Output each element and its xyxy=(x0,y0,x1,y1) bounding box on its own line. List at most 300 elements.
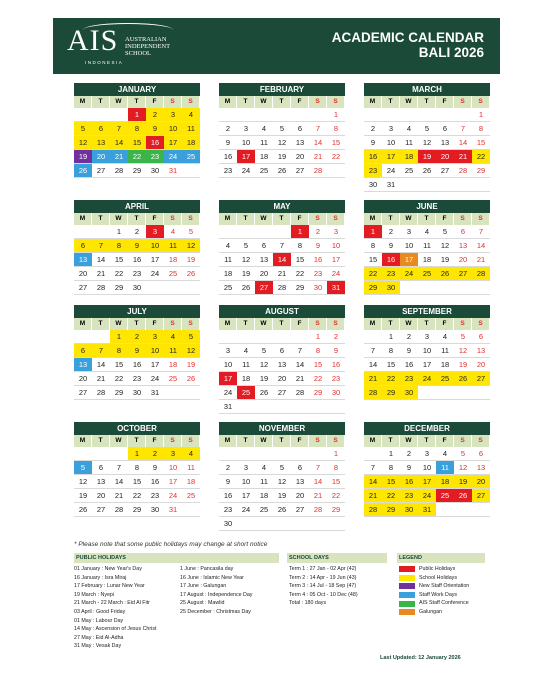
month-name: OCTOBER xyxy=(74,422,200,435)
empty-cell xyxy=(454,178,472,192)
day-cell: 6 xyxy=(291,461,309,475)
day-cell: 9 xyxy=(219,475,237,489)
day-cell: 15 xyxy=(382,475,400,489)
day-cell: 21 xyxy=(110,150,128,164)
empty-cell xyxy=(237,108,255,122)
weekday-label: T xyxy=(237,435,255,447)
day-cell: 6 xyxy=(92,461,110,475)
day-cell: 10 xyxy=(164,461,182,475)
list-item: 25 December : Christmas Day xyxy=(180,608,251,615)
day-cell: 1 xyxy=(382,447,400,461)
day-cell: 12 xyxy=(74,475,92,489)
day-cell: 17 xyxy=(400,253,418,267)
month-may xyxy=(219,200,345,295)
day-cell: 26 xyxy=(273,164,291,178)
month-name: MARCH xyxy=(364,83,490,96)
day-cell: 11 xyxy=(255,475,273,489)
weekday-label: W xyxy=(110,213,128,225)
empty-cell xyxy=(255,400,273,414)
day-cell: 19 xyxy=(273,150,291,164)
logo-sub-line: INDEPENDENT xyxy=(125,43,171,50)
legend-swatch xyxy=(399,566,415,572)
day-cell: 10 xyxy=(237,475,255,489)
weekday-label: T xyxy=(92,96,110,108)
day-cell: 6 xyxy=(255,239,273,253)
day-cell: 10 xyxy=(164,122,182,136)
day-cell: 19 xyxy=(454,475,472,489)
day-cell: 22 xyxy=(382,489,400,503)
day-cell: 12 xyxy=(418,136,436,150)
day-cell: 22 xyxy=(472,150,490,164)
day-cell: 21 xyxy=(364,489,382,503)
weekday-label: T xyxy=(418,96,436,108)
day-cell: 14 xyxy=(309,136,327,150)
day-cell: 18 xyxy=(418,253,436,267)
day-cell: 8 xyxy=(291,239,309,253)
empty-cell xyxy=(92,225,110,239)
month-june xyxy=(364,200,490,295)
list-item: 16 June : Islamic New Year xyxy=(180,574,244,581)
day-cell: 20 xyxy=(472,358,490,372)
day-cell: 23 xyxy=(309,267,327,281)
day-cell: 19 xyxy=(418,150,436,164)
title-line: ACADEMIC CALENDAR xyxy=(331,30,484,45)
day-cell: 1 xyxy=(382,330,400,344)
day-cell: 3 xyxy=(164,108,182,122)
day-cell: 26 xyxy=(454,489,472,503)
day-cell: 24 xyxy=(237,164,255,178)
list-item: 01 January : New Year's Day xyxy=(74,566,142,572)
empty-cell xyxy=(400,108,418,122)
day-cell: 7 xyxy=(364,461,382,475)
day-cell: 8 xyxy=(327,122,345,136)
day-cell: 10 xyxy=(219,358,237,372)
month-name: JUNE xyxy=(364,200,490,213)
weekday-label: M xyxy=(364,435,382,447)
day-cell: 2 xyxy=(219,122,237,136)
day-cell: 11 xyxy=(436,461,454,475)
day-cell: 31 xyxy=(164,164,182,178)
list-item: 16 January : Isra Miraj xyxy=(74,574,127,581)
weekday-label: T xyxy=(92,213,110,225)
day-cell: 27 xyxy=(92,164,110,178)
empty-cell xyxy=(255,447,273,461)
empty-cell xyxy=(255,108,273,122)
day-cell: 17 xyxy=(418,475,436,489)
month-name: JANUARY xyxy=(74,83,200,96)
day-cell: 20 xyxy=(472,475,490,489)
weekday-label: S xyxy=(327,213,345,225)
day-cell: 23 xyxy=(400,372,418,386)
day-cell: 2 xyxy=(382,225,400,239)
month-name: AUGUST xyxy=(219,305,345,318)
day-cell: 2 xyxy=(128,330,146,344)
day-cell: 5 xyxy=(237,239,255,253)
day-cell: 15 xyxy=(472,136,490,150)
legend-label: New Staff Orientation xyxy=(419,583,470,590)
day-cell: 2 xyxy=(400,447,418,461)
day-cell: 19 xyxy=(74,150,92,164)
day-cell: 21 xyxy=(110,489,128,503)
empty-cell xyxy=(146,281,164,295)
empty-cell xyxy=(182,281,200,295)
day-cell: 17 xyxy=(237,150,255,164)
day-cell: 27 xyxy=(273,386,291,400)
list-item: 01 May : Labour Day xyxy=(74,617,124,624)
day-cell: 26 xyxy=(182,267,200,281)
day-cell: 1 xyxy=(327,108,345,122)
list-item: 27 May : Eid Al-Adha xyxy=(74,634,124,641)
day-cell: 6 xyxy=(74,239,92,253)
day-cell: 15 xyxy=(382,358,400,372)
day-cell: 9 xyxy=(309,239,327,253)
legend-swatch xyxy=(399,592,415,598)
weekday-label: T xyxy=(273,213,291,225)
day-cell: 31 xyxy=(164,503,182,517)
empty-cell xyxy=(237,330,255,344)
day-cell: 7 xyxy=(309,122,327,136)
day-cell: 24 xyxy=(146,372,164,386)
day-cell: 9 xyxy=(128,344,146,358)
list-item: Term 4 : 05 Oct - 10 Dec (48) xyxy=(289,591,358,598)
list-item: 17 June : Galungan xyxy=(180,583,227,590)
weekday-label: M xyxy=(74,96,92,108)
day-cell: 15 xyxy=(110,358,128,372)
empty-cell xyxy=(219,447,237,461)
day-cell: 31 xyxy=(219,400,237,414)
weekday-label: S xyxy=(309,318,327,330)
weekday-label: F xyxy=(436,435,454,447)
day-cell: 4 xyxy=(255,122,273,136)
day-cell: 11 xyxy=(418,239,436,253)
weekday-label: S xyxy=(309,213,327,225)
month-march xyxy=(364,83,490,192)
empty-cell xyxy=(364,330,382,344)
month-name: MAY xyxy=(219,200,345,213)
day-cell: 7 xyxy=(92,239,110,253)
day-cell: 27 xyxy=(92,503,110,517)
day-cell: 16 xyxy=(219,489,237,503)
day-cell: 19 xyxy=(454,358,472,372)
legend-list xyxy=(399,565,469,617)
day-cell: 29 xyxy=(309,386,327,400)
weekday-label: T xyxy=(92,318,110,330)
weekday-label: W xyxy=(255,435,273,447)
day-cell: 31 xyxy=(146,386,164,400)
day-cell: 1 xyxy=(364,225,382,239)
logo-sub-line: SCHOOL xyxy=(125,50,152,57)
day-cell: 15 xyxy=(128,136,146,150)
weekday-label: T xyxy=(382,96,400,108)
day-cell: 16 xyxy=(309,253,327,267)
empty-cell xyxy=(74,330,92,344)
empty-cell xyxy=(219,225,237,239)
day-cell: 30 xyxy=(382,281,400,295)
day-cell: 23 xyxy=(327,372,345,386)
day-cell: 2 xyxy=(146,447,164,461)
empty-cell xyxy=(164,386,182,400)
day-cell: 21 xyxy=(92,267,110,281)
list-item: 1 June : Pancasila day xyxy=(180,566,234,572)
weekday-label: S xyxy=(472,318,490,330)
day-cell: 18 xyxy=(164,358,182,372)
weekday-label: S xyxy=(164,96,182,108)
day-cell: 23 xyxy=(382,267,400,281)
day-cell: 16 xyxy=(382,253,400,267)
empty-cell xyxy=(237,517,255,531)
day-cell: 17 xyxy=(327,253,345,267)
empty-cell xyxy=(291,108,309,122)
day-cell: 19 xyxy=(237,267,255,281)
public-holidays-list-2 xyxy=(180,565,252,617)
day-cell: 22 xyxy=(327,150,345,164)
day-cell: 13 xyxy=(472,461,490,475)
day-cell: 26 xyxy=(273,503,291,517)
empty-cell xyxy=(110,108,128,122)
day-cell: 4 xyxy=(436,447,454,461)
month-december xyxy=(364,422,490,517)
day-cell: 24 xyxy=(146,267,164,281)
day-cell: 29 xyxy=(382,503,400,517)
day-cell: 28 xyxy=(454,164,472,178)
day-cell: 18 xyxy=(255,150,273,164)
day-cell: 14 xyxy=(454,136,472,150)
empty-cell xyxy=(273,400,291,414)
weekday-label: F xyxy=(146,213,164,225)
day-cell: 30 xyxy=(128,386,146,400)
day-cell: 18 xyxy=(237,372,255,386)
day-cell: 17 xyxy=(146,358,164,372)
day-cell: 14 xyxy=(92,358,110,372)
weekday-label: S xyxy=(182,213,200,225)
legend-item xyxy=(399,599,469,608)
day-cell: 25 xyxy=(182,150,200,164)
day-cell: 18 xyxy=(436,358,454,372)
day-cell: 24 xyxy=(327,267,345,281)
day-cell: 25 xyxy=(255,164,273,178)
day-cell: 2 xyxy=(128,225,146,239)
day-cell: 23 xyxy=(146,489,164,503)
day-cell: 5 xyxy=(182,330,200,344)
page-title xyxy=(332,30,484,60)
empty-cell xyxy=(436,386,454,400)
empty-cell xyxy=(436,503,454,517)
empty-cell xyxy=(74,225,92,239)
legend-swatch xyxy=(399,575,415,581)
day-cell: 1 xyxy=(128,447,146,461)
day-cell: 21 xyxy=(309,150,327,164)
day-cell: 15 xyxy=(309,358,327,372)
weekday-label: S xyxy=(472,213,490,225)
day-cell: 8 xyxy=(382,461,400,475)
day-cell: 16 xyxy=(128,358,146,372)
weekday-label: S xyxy=(182,96,200,108)
list-item: 14 May : Ascension of Jesus Christ xyxy=(74,626,157,633)
empty-cell xyxy=(92,447,110,461)
weekday-label: S xyxy=(164,318,182,330)
day-cell: 11 xyxy=(255,136,273,150)
day-cell: 27 xyxy=(436,164,454,178)
day-cell: 27 xyxy=(74,281,92,295)
day-cell: 14 xyxy=(472,239,490,253)
empty-cell xyxy=(309,400,327,414)
day-cell: 8 xyxy=(382,344,400,358)
weekday-label: M xyxy=(364,96,382,108)
school-logo xyxy=(67,24,171,65)
weekday-label: F xyxy=(146,318,164,330)
empty-cell xyxy=(219,108,237,122)
day-cell: 6 xyxy=(291,122,309,136)
day-cell: 6 xyxy=(273,344,291,358)
day-cell: 14 xyxy=(110,136,128,150)
day-cell: 9 xyxy=(400,461,418,475)
weekday-label: T xyxy=(418,435,436,447)
logo-country: INDONESIA xyxy=(85,60,124,65)
calendar-header xyxy=(53,18,500,74)
empty-cell xyxy=(237,447,255,461)
empty-cell xyxy=(472,281,490,295)
weekday-label: M xyxy=(364,213,382,225)
weekday-label: S xyxy=(309,435,327,447)
day-cell: 4 xyxy=(164,330,182,344)
empty-cell xyxy=(92,108,110,122)
legend-swatch xyxy=(399,583,415,589)
day-cell: 18 xyxy=(219,267,237,281)
weekday-label: T xyxy=(237,213,255,225)
day-cell: 27 xyxy=(74,386,92,400)
month-november xyxy=(219,422,345,531)
day-cell: 5 xyxy=(273,122,291,136)
weekday-label: W xyxy=(255,213,273,225)
day-cell: 25 xyxy=(164,267,182,281)
legend-label: School Holidays xyxy=(419,574,457,581)
empty-cell xyxy=(436,281,454,295)
day-cell: 14 xyxy=(291,358,309,372)
empty-cell xyxy=(418,108,436,122)
weekday-label: T xyxy=(237,96,255,108)
empty-cell xyxy=(255,517,273,531)
weekday-label: S xyxy=(182,318,200,330)
public-holidays-list xyxy=(74,565,156,651)
day-cell: 8 xyxy=(110,239,128,253)
day-cell: 27 xyxy=(255,281,273,295)
day-cell: 28 xyxy=(364,503,382,517)
month-september xyxy=(364,305,490,400)
day-cell: 22 xyxy=(309,372,327,386)
day-cell: 25 xyxy=(219,281,237,295)
day-cell: 16 xyxy=(364,150,382,164)
day-cell: 20 xyxy=(74,267,92,281)
day-cell: 25 xyxy=(418,267,436,281)
day-cell: 7 xyxy=(364,344,382,358)
day-cell: 9 xyxy=(146,461,164,475)
day-cell: 18 xyxy=(182,136,200,150)
weekday-label: T xyxy=(382,213,400,225)
empty-cell xyxy=(418,386,436,400)
month-name: FEBRUARY xyxy=(219,83,345,96)
weekday-label: T xyxy=(273,318,291,330)
day-cell: 10 xyxy=(418,461,436,475)
weekday-label: M xyxy=(74,213,92,225)
empty-cell xyxy=(327,164,345,178)
day-cell: 1 xyxy=(291,225,309,239)
day-cell: 12 xyxy=(255,358,273,372)
legend-item xyxy=(399,591,469,600)
weekday-label: S xyxy=(472,435,490,447)
list-item: 17 August : Independence Day xyxy=(180,591,253,598)
legend-label: Public Holidays xyxy=(419,566,456,572)
day-cell: 8 xyxy=(128,461,146,475)
day-cell: 18 xyxy=(400,150,418,164)
day-cell: 15 xyxy=(110,253,128,267)
day-cell: 23 xyxy=(400,489,418,503)
month-april xyxy=(74,200,200,295)
day-cell: 19 xyxy=(273,489,291,503)
day-cell: 7 xyxy=(291,344,309,358)
day-cell: 28 xyxy=(110,164,128,178)
day-cell: 30 xyxy=(364,178,382,192)
day-cell: 20 xyxy=(74,372,92,386)
day-cell: 18 xyxy=(182,475,200,489)
day-cell: 31 xyxy=(418,503,436,517)
day-cell: 11 xyxy=(182,122,200,136)
holiday-note: * Please note that some public holidays may change at short notice xyxy=(74,541,268,548)
month-october xyxy=(74,422,200,517)
day-cell: 5 xyxy=(454,330,472,344)
month-august xyxy=(219,305,345,414)
empty-cell xyxy=(273,447,291,461)
day-cell: 19 xyxy=(74,489,92,503)
weekday-label: S xyxy=(164,435,182,447)
empty-cell xyxy=(454,108,472,122)
weekday-label: W xyxy=(110,96,128,108)
weekday-label: F xyxy=(436,96,454,108)
day-cell: 13 xyxy=(92,475,110,489)
empty-cell xyxy=(92,330,110,344)
legend-label: AIS Staff Conference xyxy=(419,600,469,607)
day-cell: 13 xyxy=(74,253,92,267)
day-cell: 14 xyxy=(273,253,291,267)
day-cell: 22 xyxy=(110,372,128,386)
day-cell: 30 xyxy=(146,503,164,517)
logo-text: AIS xyxy=(67,24,119,57)
day-cell: 28 xyxy=(273,281,291,295)
day-cell: 29 xyxy=(110,386,128,400)
day-cell: 29 xyxy=(128,164,146,178)
day-cell: 5 xyxy=(436,225,454,239)
day-cell: 5 xyxy=(273,461,291,475)
empty-cell xyxy=(182,386,200,400)
logo-arc xyxy=(83,23,173,37)
day-cell: 25 xyxy=(255,503,273,517)
empty-cell xyxy=(273,330,291,344)
day-cell: 31 xyxy=(382,178,400,192)
logo-subtitle xyxy=(125,36,170,57)
legend-item xyxy=(399,565,469,574)
day-cell: 12 xyxy=(74,136,92,150)
month-name: NOVEMBER xyxy=(219,422,345,435)
day-cell: 12 xyxy=(273,136,291,150)
day-cell: 30 xyxy=(400,503,418,517)
day-cell: 30 xyxy=(327,386,345,400)
weekday-label: T xyxy=(128,213,146,225)
day-cell: 14 xyxy=(92,253,110,267)
empty-cell xyxy=(454,386,472,400)
day-cell: 14 xyxy=(309,475,327,489)
day-cell: 20 xyxy=(291,489,309,503)
weekday-label: F xyxy=(291,213,309,225)
weekday-label: M xyxy=(219,96,237,108)
